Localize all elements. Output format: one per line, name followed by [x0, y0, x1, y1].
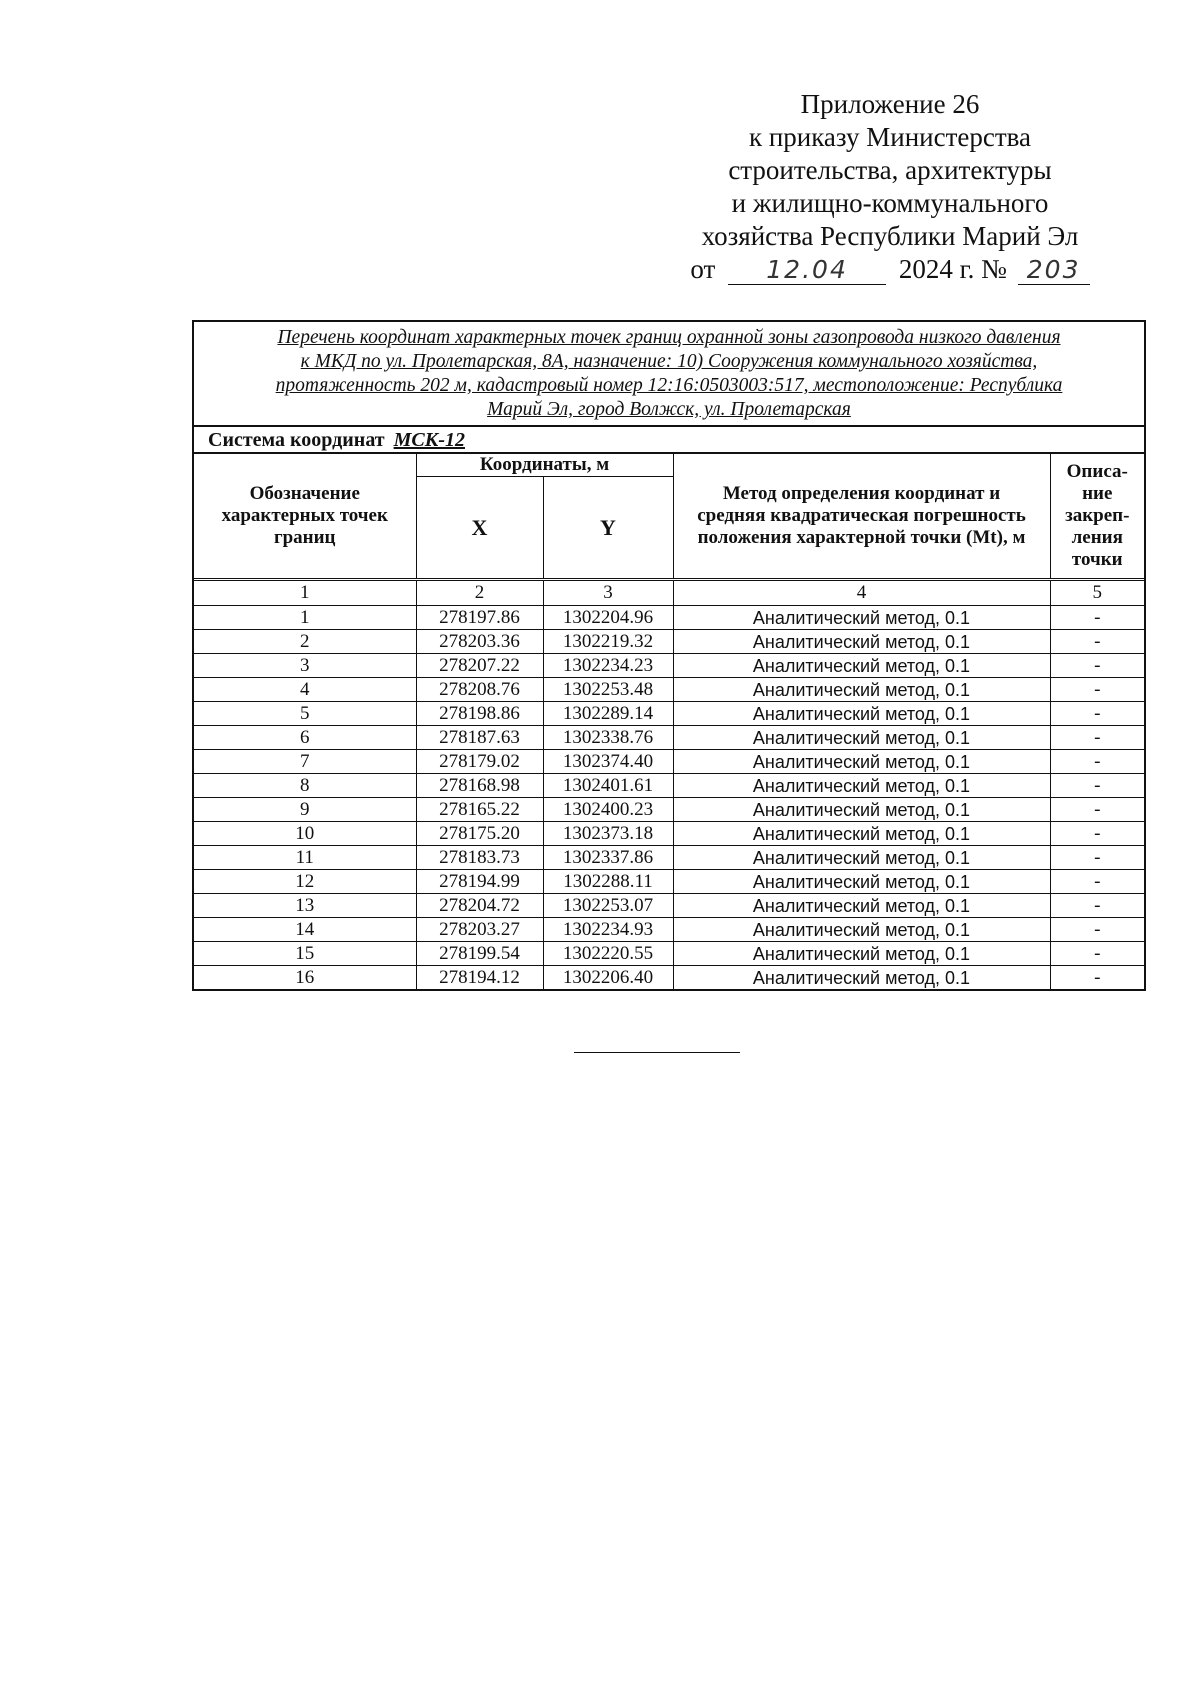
table-row: [194, 798, 1144, 822]
fixing-description-cell: -: [1050, 798, 1144, 822]
column-number-row: [194, 580, 1144, 606]
header-description-line-2: ние: [1082, 483, 1113, 504]
handwritten-order-number: 203: [1026, 255, 1081, 284]
method-cell: Аналитический метод, 0.1: [673, 654, 1050, 678]
header-coordinates: Координаты, м: [416, 454, 673, 477]
table-row: [194, 630, 1144, 654]
header-description-line-4: ления: [1071, 527, 1123, 548]
x-coordinate-cell: 278168.98: [416, 774, 543, 798]
point-cell: 14: [194, 918, 416, 942]
point-cell: 7: [194, 750, 416, 774]
fixing-description-cell: -: [1050, 822, 1144, 846]
header-description-line-5: точки: [1071, 549, 1123, 570]
x-coordinate-cell: 278203.36: [416, 630, 543, 654]
annex-line-order: к приказу Министерства: [748, 122, 1032, 152]
header-description: [1050, 454, 1144, 580]
point-cell: 1: [194, 606, 416, 630]
y-coordinate-cell: 1302337.86: [543, 846, 673, 870]
table-row: [194, 774, 1144, 798]
y-coordinate-cell: 1302253.07: [543, 894, 673, 918]
table-row: [194, 750, 1144, 774]
table-row: [194, 966, 1144, 990]
fixing-description-cell: -: [1050, 870, 1144, 894]
point-cell: 12: [194, 870, 416, 894]
y-coordinate-cell: 1302220.55: [543, 942, 673, 966]
y-coordinate-cell: 1302289.14: [543, 702, 673, 726]
table-row: [194, 870, 1144, 894]
coordinate-system-row: [194, 427, 1144, 454]
x-coordinate-cell: 278207.22: [416, 654, 543, 678]
y-coordinate-cell: 1302234.93: [543, 918, 673, 942]
x-coordinate-cell: 278204.72: [416, 894, 543, 918]
table-caption: [194, 322, 1144, 427]
date-prefix: от: [690, 254, 716, 284]
y-coordinate-cell: 1302219.32: [543, 630, 673, 654]
header-method: Метод определения координат и средняя квадратическая погрешность положения характерной точки (Mt), м: [673, 454, 1050, 580]
header-y: Y: [543, 477, 673, 580]
x-coordinate-cell: 278175.20: [416, 822, 543, 846]
method-cell: Аналитический метод, 0.1: [673, 870, 1050, 894]
x-coordinate-cell: 278197.86: [416, 606, 543, 630]
fixing-description-cell: -: [1050, 750, 1144, 774]
table-row: [194, 654, 1144, 678]
annex-title: Приложение 26: [800, 89, 980, 119]
method-cell: Аналитический метод, 0.1: [673, 774, 1050, 798]
header-description-line-1: Описа-: [1066, 461, 1128, 482]
x-coordinate-cell: 278165.22: [416, 798, 543, 822]
point-cell: 2: [194, 630, 416, 654]
y-coordinate-cell: 1302206.40: [543, 966, 673, 990]
column-number: 1: [194, 580, 416, 606]
method-cell: Аналитический метод, 0.1: [673, 750, 1050, 774]
method-cell: Аналитический метод, 0.1: [673, 606, 1050, 630]
annex-block: [690, 88, 1090, 286]
method-cell: Аналитический метод, 0.1: [673, 966, 1050, 990]
point-cell: 9: [194, 798, 416, 822]
caption-line-2: к МКД по ул. Пролетарская, 8А, назначение: 10) Сооружения коммунального хозяйства,: [300, 351, 1038, 372]
x-coordinate-cell: 278199.54: [416, 942, 543, 966]
y-coordinate-cell: 1302204.96: [543, 606, 673, 630]
table-row: [194, 822, 1144, 846]
point-cell: 10: [194, 822, 416, 846]
annex-line-ministry-2: и жилищно-коммунального: [731, 188, 1049, 218]
method-cell: Аналитический метод, 0.1: [673, 822, 1050, 846]
y-coordinate-cell: 1302338.76: [543, 726, 673, 750]
column-number: 4: [673, 580, 1050, 606]
column-number: 2: [416, 580, 543, 606]
fixing-description-cell: -: [1050, 654, 1144, 678]
point-cell: 3: [194, 654, 416, 678]
y-coordinate-cell: 1302373.18: [543, 822, 673, 846]
fixing-description-cell: -: [1050, 702, 1144, 726]
fixing-description-cell: -: [1050, 774, 1144, 798]
method-cell: Аналитический метод, 0.1: [673, 678, 1050, 702]
method-cell: Аналитический метод, 0.1: [673, 846, 1050, 870]
annex-line-ministry-3: хозяйства Республики Марий Эл: [701, 221, 1079, 251]
caption-line-1: Перечень координат характерных точек границ охранной зоны газопровода низкого давления: [277, 327, 1061, 348]
fixing-description-cell: -: [1050, 918, 1144, 942]
method-cell: Аналитический метод, 0.1: [673, 942, 1050, 966]
table-row: [194, 918, 1144, 942]
handwritten-date: 12.04: [766, 255, 848, 284]
fixing-description-cell: -: [1050, 846, 1144, 870]
header-points: Обозначение характерных точек границ: [194, 454, 416, 580]
y-coordinate-cell: 1302288.11: [543, 870, 673, 894]
fixing-description-cell: -: [1050, 726, 1144, 750]
x-coordinate-cell: 278179.02: [416, 750, 543, 774]
method-cell: Аналитический метод, 0.1: [673, 630, 1050, 654]
x-coordinate-cell: 278198.86: [416, 702, 543, 726]
fixing-description-cell: -: [1050, 678, 1144, 702]
end-of-document-rule: [574, 1052, 740, 1053]
y-coordinate-cell: 1302253.48: [543, 678, 673, 702]
x-coordinate-cell: 278208.76: [416, 678, 543, 702]
y-coordinate-cell: 1302400.23: [543, 798, 673, 822]
header-description-line-3: закреп-: [1065, 505, 1130, 526]
header-x: X: [416, 477, 543, 580]
x-coordinate-cell: 278203.27: [416, 918, 543, 942]
fixing-description-cell: -: [1050, 894, 1144, 918]
caption-line-3: протяженность 202 м, кадастровый номер 12:16:0503003:517, местоположение: Республика: [275, 375, 1063, 396]
table-row: [194, 846, 1144, 870]
table-row: [194, 606, 1144, 630]
point-cell: 16: [194, 966, 416, 990]
table-row: [194, 942, 1144, 966]
point-cell: 5: [194, 702, 416, 726]
order-number-field: [1018, 255, 1090, 285]
coordinates-table: [194, 454, 1144, 989]
method-cell: Аналитический метод, 0.1: [673, 894, 1050, 918]
x-coordinate-cell: 278194.99: [416, 870, 543, 894]
table-row: [194, 894, 1144, 918]
point-cell: 8: [194, 774, 416, 798]
table-row: [194, 678, 1144, 702]
y-coordinate-cell: 1302401.61: [543, 774, 673, 798]
coordinates-table-frame: [192, 320, 1146, 991]
coordinate-system-value: МСК-12: [393, 429, 465, 451]
year-text: 2024 г. №: [898, 254, 1007, 284]
y-coordinate-cell: 1302374.40: [543, 750, 673, 774]
method-cell: Аналитический метод, 0.1: [673, 726, 1050, 750]
point-cell: 4: [194, 678, 416, 702]
annex-date-line: [690, 253, 1090, 286]
x-coordinate-cell: 278183.73: [416, 846, 543, 870]
x-coordinate-cell: 278187.63: [416, 726, 543, 750]
method-cell: Аналитический метод, 0.1: [673, 918, 1050, 942]
fixing-description-cell: -: [1050, 630, 1144, 654]
caption-line-4: Марий Эл, город Волжск, ул. Пролетарская: [487, 399, 851, 420]
column-number: 5: [1050, 580, 1144, 606]
point-cell: 6: [194, 726, 416, 750]
fixing-description-cell: -: [1050, 942, 1144, 966]
method-cell: Аналитический метод, 0.1: [673, 798, 1050, 822]
table-row: [194, 702, 1144, 726]
x-coordinate-cell: 278194.12: [416, 966, 543, 990]
date-field: [728, 255, 886, 285]
annex-line-ministry-1: строительства, архитектуры: [728, 155, 1052, 185]
method-cell: Аналитический метод, 0.1: [673, 702, 1050, 726]
fixing-description-cell: -: [1050, 606, 1144, 630]
table-row: [194, 726, 1144, 750]
fixing-description-cell: -: [1050, 966, 1144, 990]
y-coordinate-cell: 1302234.23: [543, 654, 673, 678]
column-number: 3: [543, 580, 673, 606]
point-cell: 15: [194, 942, 416, 966]
point-cell: 13: [194, 894, 416, 918]
coordinate-system-label: Система координат: [208, 429, 385, 451]
point-cell: 11: [194, 846, 416, 870]
